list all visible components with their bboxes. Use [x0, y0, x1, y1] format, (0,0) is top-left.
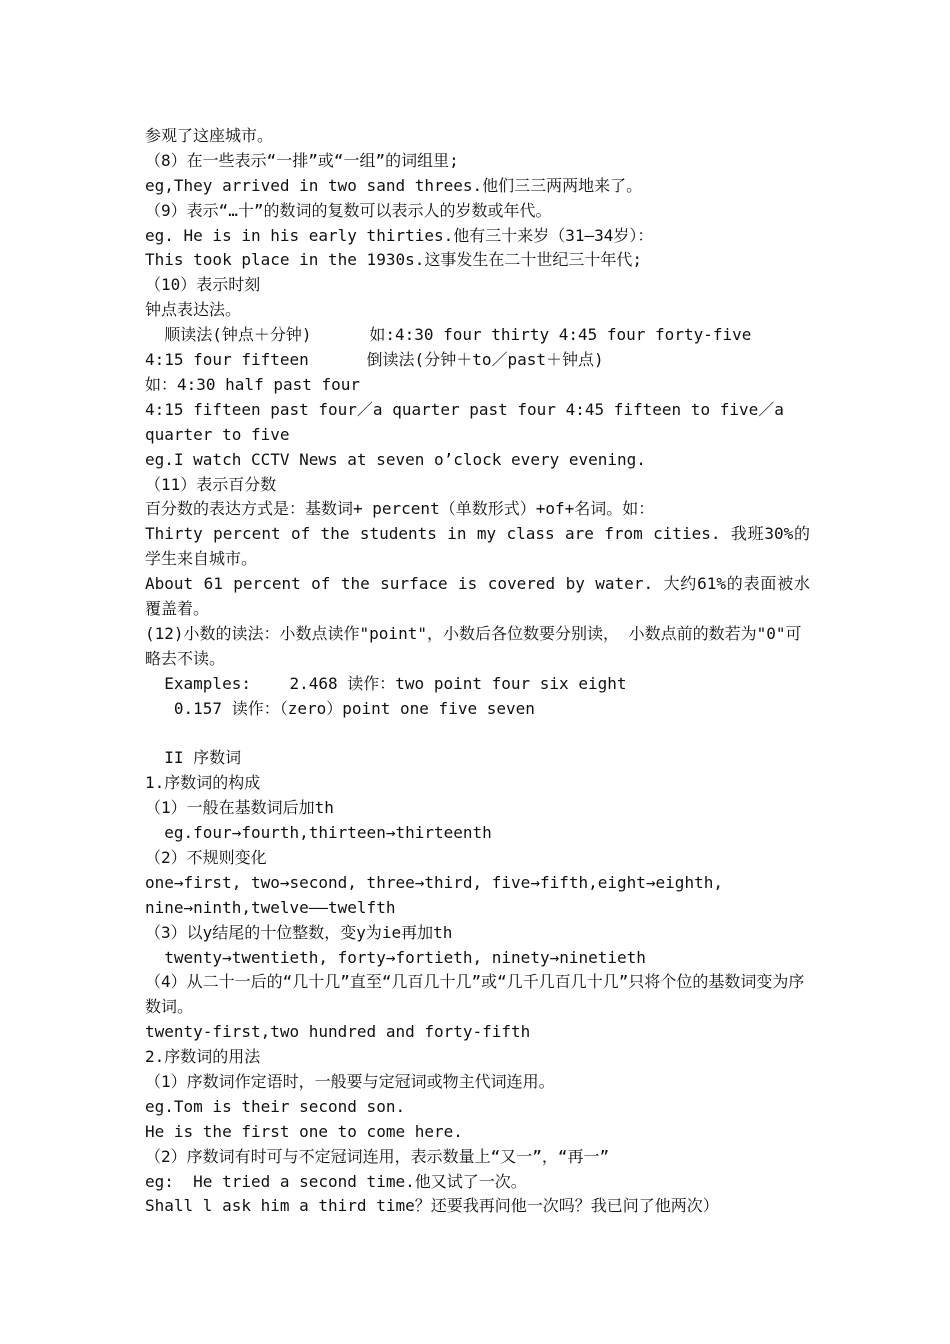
text-paragraph: （4）从二十一后的“几十几”直至“几百几十几”或“几千几百几十几”只将个位的基数词变为序数词。 — [145, 972, 805, 1017]
document-page — [145, 124, 810, 1219]
text-line: eg. He is in his early thirties.他有三十来岁（31—34岁）： — [145, 225, 654, 245]
text-line: eg,They arrived in two sand threes.他们三三两两地来了。 — [145, 175, 643, 195]
text-line: eg.Tom is their second son. — [145, 1096, 406, 1116]
text-line: 4:15 four fifteen 倒读法(分钟＋to／past＋钟点) — [145, 350, 604, 370]
text-line: （3）以y结尾的十位整数，变y为ie再加th — [145, 922, 453, 942]
text-line: 如：4:30 half past four — [145, 374, 361, 394]
text-line: eg.I watch CCTV News at seven o’clock every evening. — [145, 449, 646, 469]
text-line: 钟点表达法。 — [145, 300, 242, 320]
text-line: （1）一般在基数词后加th — [145, 798, 334, 818]
text-line: 百分数的表达方式是：基数词+ percent（单数形式）+of+名词。如： — [145, 499, 655, 519]
blank-line — [145, 722, 810, 747]
text-paragraph: one→first, two→second, three→third, five→fifth,eight→eighth, nine→ninth,twelve——twelfth — [145, 872, 723, 917]
subsection-heading: 2.序数词的用法 — [145, 1047, 261, 1067]
text-line: （2）序数词有时可与不定冠词连用，表示数量上“又一”，“再一” — [145, 1146, 610, 1166]
text-paragraph: 4:15 fifteen past four／a quarter past four 4:45 fifteen to five／a quarter to five — [145, 399, 784, 444]
text-line: （1）序数词作定语时，一般要与定冠词或物主代词连用。 — [145, 1072, 555, 1092]
section-heading: （10）表示时刻 — [145, 275, 261, 295]
section-heading: （11）表示百分数 — [145, 474, 277, 494]
text-line: eg: He tried a second time.他又试了一次。 — [145, 1171, 527, 1191]
text-line: 顺读法(钟点＋分钟) 如:4:30 four thirty 4:45 four forty-five — [145, 325, 752, 345]
text-paragraph: Thirty percent of the students in my class are from cities. 我班30%的学生来自城市。 — [145, 524, 810, 569]
text-line: twenty-first,two hundred and forty-fifth — [145, 1022, 531, 1042]
text-line: 参观了这座城市。 — [145, 126, 274, 145]
subsection-heading: 1.序数词的构成 — [145, 773, 261, 793]
section-heading: II 序数词 — [145, 748, 242, 768]
text-paragraph: About 61 percent of the surface is covered by water. 大约61%的表面被水覆盖着。 — [145, 574, 810, 618]
text-line: 0.157 读作：（zero）point one five seven — [145, 698, 535, 718]
text-line: Examples: 2.468 读作：two point four six eight — [145, 673, 627, 693]
text-line: （9）表示“…十”的数词的复数可以表示人的岁数或年代。 — [145, 200, 552, 220]
text-line: eg.four→fourth,thirteen→thirteenth — [145, 823, 492, 843]
text-line: （2）不规则变化 — [145, 847, 267, 867]
text-line: twenty→twentieth, forty→fortieth, ninety→ninetieth — [145, 947, 646, 967]
text-line: He is the first one to come here. — [145, 1121, 463, 1141]
text-line: Shall l ask him a third time？还要我再问他一次吗？我已问了他两次） — [145, 1196, 719, 1216]
text-paragraph: (12)小数的读法：小数点读作"point"，小数后各位数要分别读， 小数点前的数若为"0"可略去不读。 — [145, 623, 802, 668]
text-line: This took place in the 1930s.这事发生在二十世纪三十年代; — [145, 250, 642, 270]
text-line: （8）在一些表示“一排”或“一组”的词组里; — [145, 150, 459, 170]
